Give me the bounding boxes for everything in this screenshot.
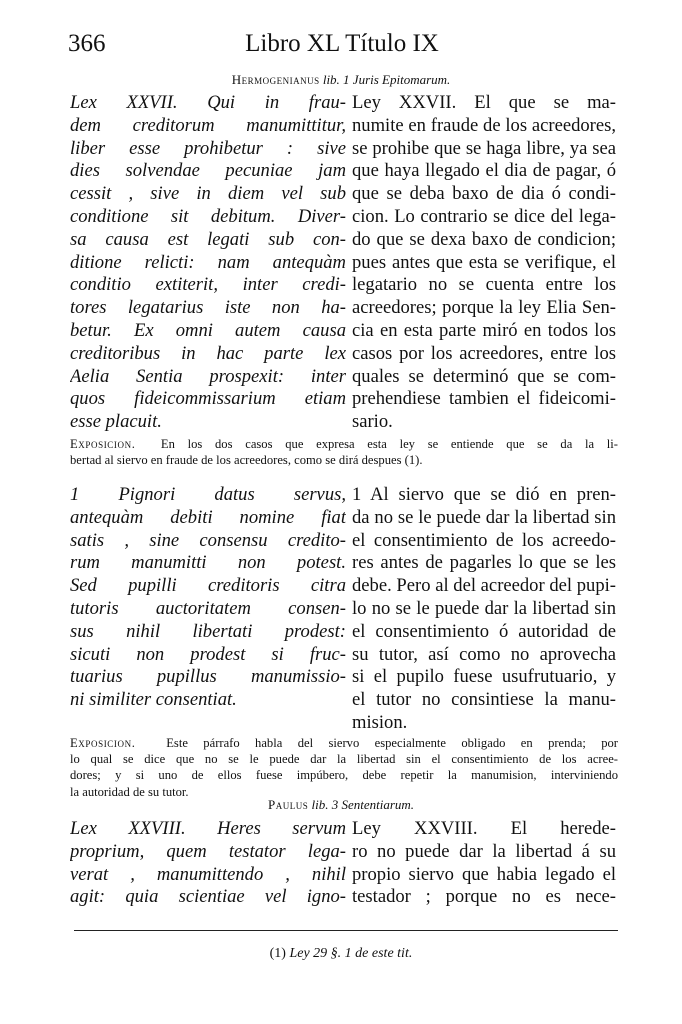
spanish-line: prehendiese tambien el fideicomi- xyxy=(352,388,616,410)
latin-column-lex-27 xyxy=(70,92,346,434)
spanish-line: da no se le puede dar la libertad sin xyxy=(352,506,616,528)
exposicion-line: la autoridad de su tutor. xyxy=(70,784,189,799)
latin-line: dies solvendae pecuniae jam xyxy=(70,160,346,182)
spanish-line: ro no puede dar la libertad á su xyxy=(352,840,616,862)
exposicion-line: dores; y si uno de ellos fuese impúbero, debe repetir la manumision, interviniendo xyxy=(70,768,618,783)
spanish-line: do que se dexa baxo de condicion; xyxy=(352,228,616,250)
source-work: lib. 3 Sententiarum. xyxy=(311,797,415,812)
latin-column-lex-28 xyxy=(70,818,346,909)
spanish-line: sario. xyxy=(352,411,393,433)
exposicion-text: En los dos casos que expresa esta ley se entiende que se da la li- xyxy=(160,437,618,451)
latin-line: conditio extiterit, inter credi- xyxy=(70,274,346,296)
spanish-line: que haya llegado el dia de pagar, ó xyxy=(352,160,616,182)
spanish-line: se prohibe que se haga libre, ya sea xyxy=(352,137,616,159)
latin-line: quos fideicommissarium etiam xyxy=(70,388,346,410)
spanish-line: lo no se le puede dar la libertad sin xyxy=(352,597,616,619)
spanish-line: legatario no se cuenta entre los xyxy=(352,274,616,296)
latin-line: ditione relicti: nam antequàm xyxy=(70,251,346,273)
exposicion-line: bertad al siervo en fraude de los acreedores, como se dirá despues (1). xyxy=(70,453,423,468)
latin-line: antequàm debiti nomine fiat xyxy=(70,506,346,528)
spanish-line: numite en fraude de los acreedores, xyxy=(352,114,616,136)
latin-line: Lex XXVIII. Heres servum xyxy=(70,818,346,839)
latin-line: creditoribus in hac parte lex xyxy=(70,342,346,364)
spanish-line: debe. Pero al del acreedor del pupi- xyxy=(352,575,616,597)
source-citation xyxy=(0,797,682,813)
spanish-line: mision. xyxy=(352,711,408,733)
latin-line: liber esse prohibetur : sive xyxy=(70,137,346,159)
latin-line: tuarius pupillus manumissio- xyxy=(70,666,346,688)
footnote-mark: (1) xyxy=(269,946,286,961)
spanish-line: res antes de pagarles lo que se les xyxy=(352,552,616,574)
footnote-text: Ley 29 §. 1 de este tit. xyxy=(289,946,413,961)
exposicion-label: Exposicion. xyxy=(70,437,136,451)
spanish-line: Ley XXVIII. El herede- xyxy=(352,818,616,839)
source-work: lib. 1 Juris Epitomarum. xyxy=(322,72,451,87)
spanish-line: casos por los acreedores, entre los xyxy=(352,342,616,364)
exposicion-note xyxy=(70,735,618,800)
running-title: Libro XL Título IX xyxy=(245,30,439,57)
spanish-line: propio siervo que habia legado el xyxy=(352,863,616,885)
spanish-line: testador ; porque no es nece- xyxy=(352,886,616,908)
spanish-line: el consentimiento de los acreedo- xyxy=(352,529,616,551)
latin-line: sicuti non prodest si fruc- xyxy=(70,643,346,665)
spanish-line: que se deba baxo de dia ó condi- xyxy=(352,183,616,205)
source-author: Hermogenianus xyxy=(231,72,320,87)
latin-line: betur. Ex omni autem causa xyxy=(70,319,346,341)
latin-line: tutoris auctoritatem consen- xyxy=(70,597,346,619)
latin-line: verat , manumittendo , nihil xyxy=(70,863,346,885)
spanish-line: pues antes que esta se verifique, el xyxy=(352,251,616,273)
page-header xyxy=(68,28,616,64)
exposicion-line: lo qual se dice que no se le puede dar la libertad sin el consentimiento de los acree- xyxy=(70,752,618,767)
exposicion-line xyxy=(70,436,618,452)
latin-line: cessit , sive in diem vel sub xyxy=(70,183,346,205)
exposicion-label: Exposicion. xyxy=(70,736,136,750)
source-citation xyxy=(0,72,682,88)
latin-column-paragraph-1 xyxy=(70,484,346,712)
spanish-line: 1 Al siervo que se dió en pren- xyxy=(352,484,616,505)
latin-line: satis , sine consensu credito- xyxy=(70,529,346,551)
latin-line: ni similiter consentiat. xyxy=(70,689,237,711)
footnote-divider xyxy=(74,930,618,931)
latin-line: conditione sit debitum. Diver- xyxy=(70,205,346,227)
source-author: Paulus xyxy=(267,797,309,812)
latin-line: 1 Pignori datus servus, xyxy=(70,484,346,505)
latin-line: esse placuit. xyxy=(70,411,162,433)
spanish-line: acreedores; porque la ley Elia Sen- xyxy=(352,297,616,319)
latin-line: sa causa est legati sub con- xyxy=(70,228,346,250)
exposicion-text: Este párrafo habla del siervo especialmente obligado en prenda; por xyxy=(166,736,618,750)
spanish-line: Ley XXVII. El que se ma- xyxy=(352,92,616,113)
exposicion-note xyxy=(70,436,618,468)
latin-line: proprium, quem testator lega- xyxy=(70,840,346,862)
spanish-column-paragraph-1 xyxy=(352,484,616,735)
spanish-line: si el pupilo fuese usufrutuario, y xyxy=(352,666,616,688)
latin-line: Lex XXVII. Qui in frau- xyxy=(70,92,346,113)
latin-line: agit: quia scientiae vel igno- xyxy=(70,886,346,908)
footnote xyxy=(0,946,682,962)
latin-line: sus nihil libertati prodest: xyxy=(70,620,346,642)
spanish-line: cion. Lo contrario se dice del lega- xyxy=(352,205,616,227)
spanish-line: quales se determinó que se com- xyxy=(352,365,616,387)
spanish-line: el tutor no consintiese la manu- xyxy=(352,689,616,711)
latin-line: dem creditorum manumittitur, xyxy=(70,114,346,136)
latin-line: tores legatarius iste non ha- xyxy=(70,297,346,319)
spanish-column-ley-27 xyxy=(352,92,616,434)
spanish-line: el consentimiento ó autoridad de xyxy=(352,620,616,642)
latin-line: rum manumitti non potest. xyxy=(70,552,346,574)
latin-line: Aelia Sentia prospexit: inter xyxy=(70,365,346,387)
latin-line: Sed pupilli creditoris citra xyxy=(70,575,346,597)
page-number: 366 xyxy=(68,30,106,57)
spanish-line: cia en esta parte miró en todos los xyxy=(352,319,616,341)
spanish-column-ley-28 xyxy=(352,818,616,909)
spanish-line: su tutor, así como no aprovecha xyxy=(352,643,616,665)
exposicion-line xyxy=(70,735,618,751)
